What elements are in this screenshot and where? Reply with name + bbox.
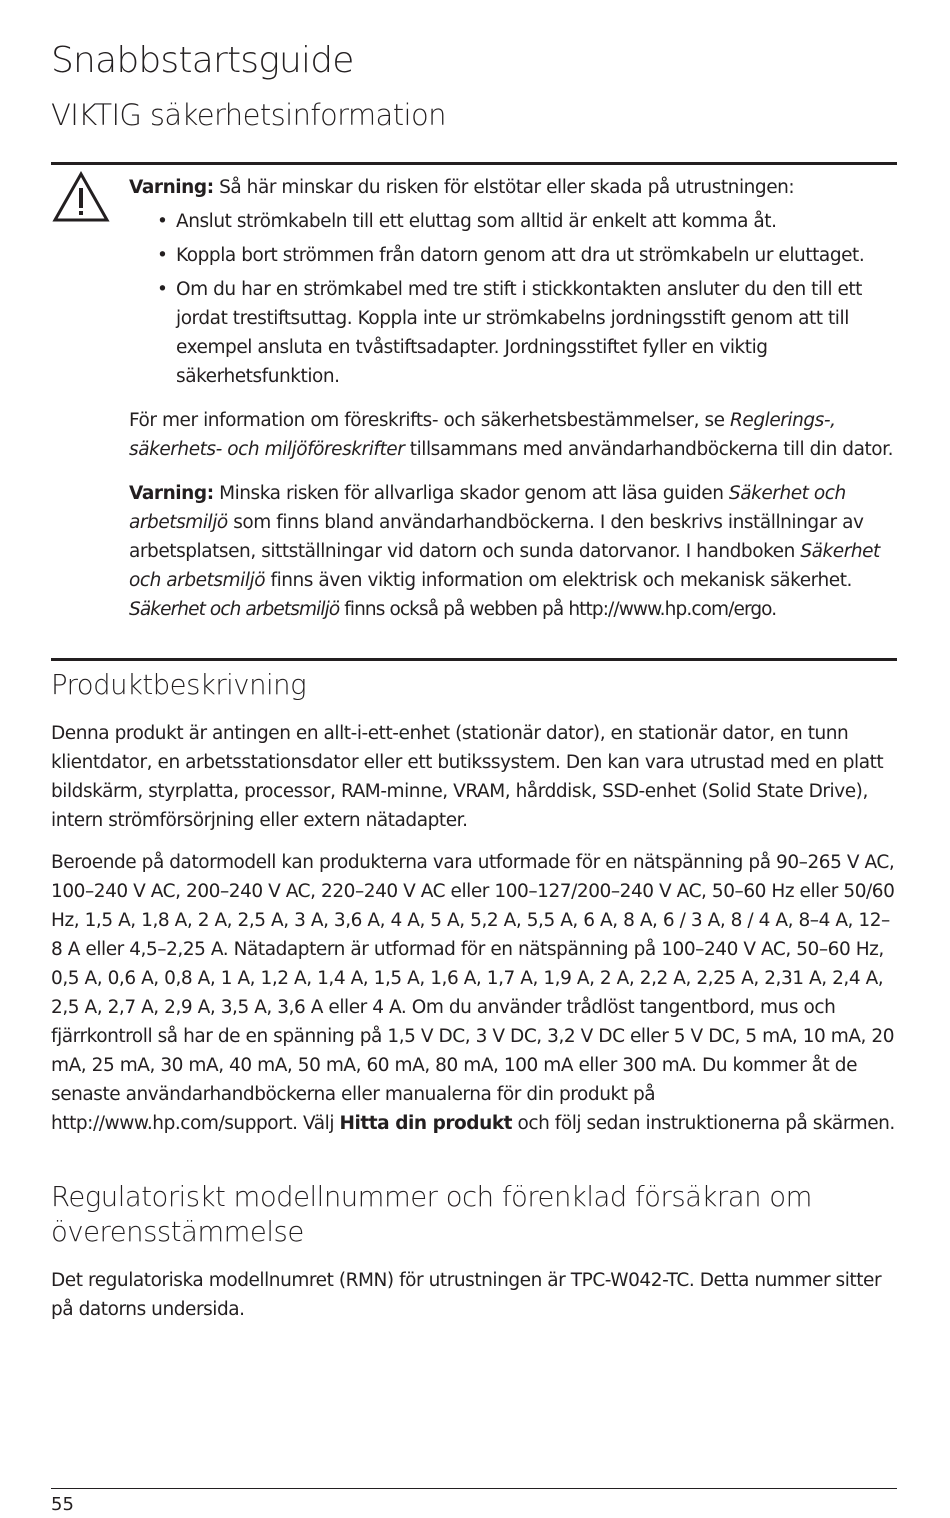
info-text: tillsammans med användarhandböckerna till din dator. — [404, 439, 894, 460]
regulatory-heading: Regulatoriskt modellnummer och förenklad försäkran om överensstämmelse — [51, 1181, 812, 1248]
warning-triangle-icon — [51, 170, 111, 224]
warning-paragraph-1 — [129, 173, 897, 202]
safety-warning-block — [129, 173, 897, 624]
bullet-item: • Anslut strömkabeln till ett eluttag som alltid är enkelt att komma åt. — [176, 207, 897, 236]
info-text: För mer information om föreskrifts- och säkerhetsbestämmelser, se — [129, 410, 730, 431]
bullet-item: • Om du har en strömkabel med tre stift i stickkontakten ansluter du den till ett jordat trestiftsuttag. Koppla inte ur strömkabelns jordningsstift genom att till exempel ansluta en tvåstiftsadapter. Jordningsstiftet fyller en viktig säkerhetsfunktion. — [176, 275, 897, 391]
warning-text: Så här minskar du risken för elstötar eller skada på utrustningen: — [213, 177, 795, 198]
product-paragraph-text: Beroende på datormodell kan produkterna vara utformade för en nätspänning på 90–265 V AC, 100–240 V AC, 200–240 V AC, 220–240 V AC eller 100–127/200–240 V AC, 50–60 Hz eller 50/60 Hz, 1,5 A, 1,8 A, 2 A, 2,5 A, 3 A, 3,6 A, 4 A, 5 A, 5,2 A, 5,5 A, 6 A, 8 A, 6 / 3 A, 8 / 4 A, 8–4 A, 12–8 A eller 4,5–2,25 A. Nätadaptern är utformad för en nätspänning på 100–240 V AC, 50–60 Hz, 0,5 A, 0,6 A, 0,8 A, 1 A, 1,2 A, 1,4 A, 1,5 A, 1,6 A, 1,7 A, 1,9 A, 2 A, 2,2 A, 2,25 A, 2,31 A, 2,4 A, 2,5 A, 2,7 A, 2,9 A, 3,5 A, 3,6 A eller 4 A. Om du använder trådlöst tangentbord, mus och fjärrkontroll så har de en spänning på 1,5 V DC, 3 V DC, 3,2 V DC eller 5 V DC, 5 mA, 10 mA, 20 mA, 25 mA, 30 mA, 40 mA, 50 mA, 60 mA, 80 mA, 100 mA eller 300 mA. Du kommer åt de senaste användarhandböckerna eller manualerna för din produkt på http://www.hp.com/support. Välj — [51, 852, 895, 1134]
product-heading: Produktbeskrivning — [51, 669, 307, 701]
warning-paragraph-2 — [129, 479, 897, 624]
warning-label: Varning: — [129, 177, 214, 198]
warning-text: Minska risken för allvarliga skador genom att läsa guiden — [213, 483, 729, 504]
product-paragraph-1: Denna produkt är antingen en allt-i-ett-enhet (stationär dator), en stationär dator, en tunn klientdator, en arbetsstationsdator eller ett butikssystem. Den kan vara utrustad med en platt bildskärm, styrplatta, processor, RAM-minne, VRAM, hårddisk, SSD-enhet (Solid State Drive), intern strömförsörjning eller extern nätadapter. — [51, 723, 884, 831]
product-paragraph-text: och följ sedan instruktionerna på skärmen. — [512, 1113, 895, 1134]
bullet-item: • Koppla bort strömmen från datorn genom att dra ut strömkabeln ur eluttaget. — [176, 241, 897, 270]
guide-title: Säkerhet och arbetsmiljö — [129, 483, 846, 533]
section-divider — [51, 658, 897, 661]
find-product-label: Hitta din produkt — [339, 1113, 513, 1134]
warning-text: finns även viktig information om elektrisk och mekanisk säkerhet. — [265, 570, 852, 591]
page-number: 55 — [51, 1494, 74, 1515]
guide-title: Säkerhet och arbetsmiljö — [129, 541, 880, 591]
safety-bullet-list — [129, 207, 897, 391]
warning-text: finns också på webben på http://www.hp.com/ergo. — [339, 599, 777, 620]
warning-text: som finns bland användarhandböckerna. I den beskrivs inställningar av arbetsplatsen, sittställningar vid datorn och sunda datorvanor. I handboken — [129, 512, 864, 562]
info-document-title: Reglerings-, säkerhets- och miljöföreskrifter — [129, 410, 836, 460]
footer-divider — [51, 1488, 897, 1489]
top-divider — [51, 162, 897, 165]
safety-section-heading: VIKTIG säkerhetsinformation — [51, 98, 446, 132]
document-title: Snabbstartsguide — [51, 40, 354, 81]
guide-title: Säkerhet och arbetsmiljö — [129, 599, 340, 620]
warning-label: Varning: — [129, 483, 214, 504]
regulatory-info-paragraph — [129, 406, 897, 464]
product-paragraph-2 — [51, 848, 897, 1138]
regulatory-paragraph: Det regulatoriska modellnumret (RMN) för utrustningen är TPC-W042-TC. Detta nummer sitter på datorns undersida. — [51, 1270, 882, 1320]
